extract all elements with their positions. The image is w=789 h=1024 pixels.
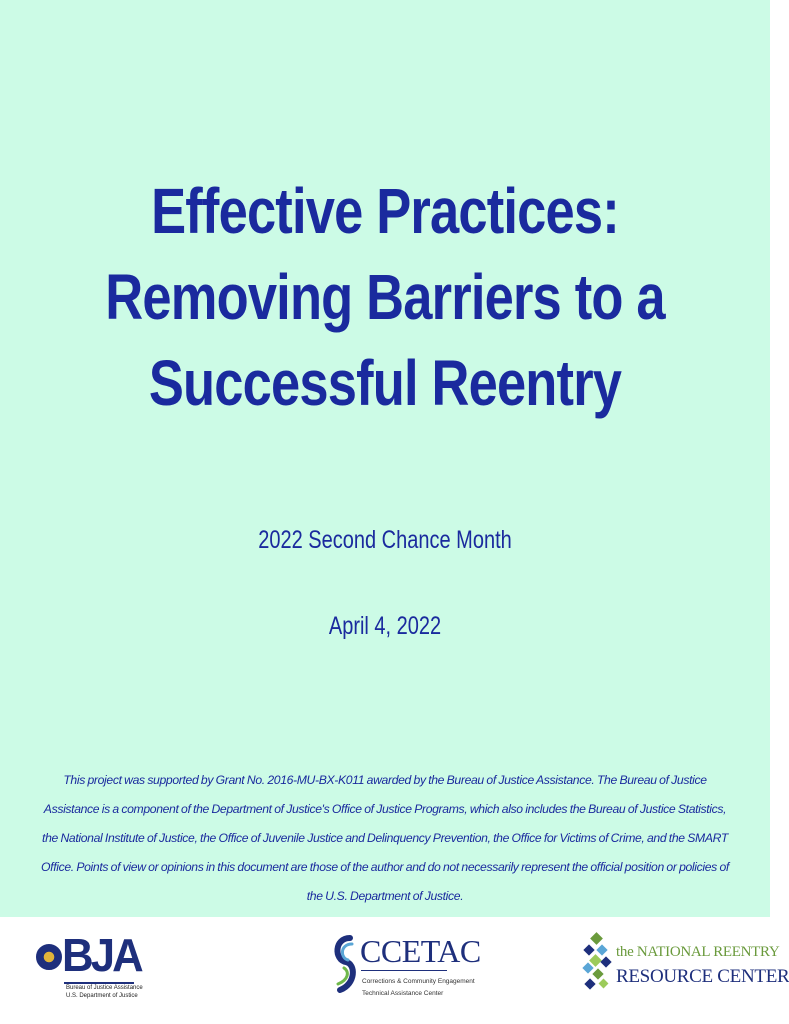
- bja-tagline-2: U.S. Department of Justice: [66, 993, 138, 999]
- doj-seal-icon: [36, 944, 62, 970]
- ccetac-swirl-icon: [330, 932, 358, 996]
- ccetac-wordmark: CCETAC: [360, 933, 481, 969]
- nrrc-mosaic-icon: [582, 934, 614, 996]
- bja-wordmark: BJA: [62, 929, 141, 981]
- title-line-1: Effective Practices:: [151, 175, 619, 247]
- title-line-3: Successful Reentry: [148, 347, 622, 419]
- event-subtitle: 2022 Second Chance Month: [258, 526, 512, 554]
- ccetac-divider: [361, 970, 447, 971]
- ccetac-tagline-2: Technical Assistance Center: [362, 990, 444, 997]
- ccetac-tagline-1: Corrections & Community Engagement: [362, 978, 475, 985]
- bja-tagline-1: Bureau of Justice Assistance: [66, 985, 143, 991]
- nrrc-name-line-2: RESOURCE CENTER: [616, 966, 789, 987]
- event-date: April 4, 2022: [328, 612, 442, 640]
- bja-logo: [36, 929, 143, 1010]
- nrrc-logo: [582, 930, 789, 1010]
- ccetac-logo: [330, 930, 481, 1010]
- title-line-2: Removing Barriers to a: [105, 261, 665, 333]
- document-title: [69, 168, 700, 426]
- bja-divider: [64, 982, 134, 984]
- grant-disclaimer: This project was supported by Grant No. 2016-MU-BX-K011 awarded by the Bureau of Justice Assistance. The Bureau of Justice Assistance is a component of the Department of Justice's Office of Justice Programs, which also includes the Bureau of Justice Statistics, the National Institute of Justice, the Office of Juvenile Justice and Delinquency Prevention, the Office for Victims of Crime, and the SMART Office. Points of view or opinions in this document are those of the author and do not necessarily represent the official position or policies of the U.S. Department of Justice.: [41, 773, 729, 903]
- nrrc-name-line-1: the NATIONAL REENTRY: [616, 944, 780, 960]
